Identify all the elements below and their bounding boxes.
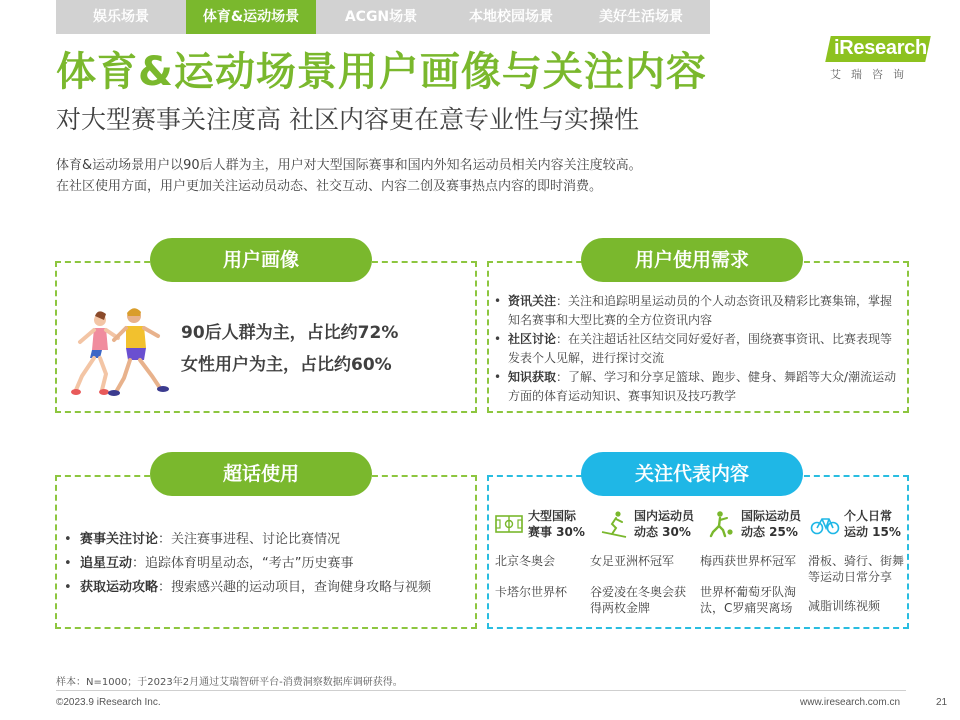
needs-item (492, 330, 904, 368)
soccer-field-icon (494, 510, 524, 538)
tab-local-campus[interactable]: 本地校园场景 (469, 9, 553, 25)
needs-item-key: 社区讨论 (508, 332, 557, 346)
needs-item-text: 了解、学习和分享足篮球、跑步、健身、舞蹈等大众/潮流运动方面的体育运动知识、赛事知识及技巧教学 (508, 370, 897, 403)
needs-heading: 用户使用需求 (581, 238, 803, 282)
topic-item-text: 追踪体育明星动态，“考古”历史赛事 (145, 556, 354, 571)
topic-item-key: 获取运动攻略 (80, 580, 159, 595)
category-share: 赛事 30% (528, 525, 585, 539)
content-example: 减脂训练视频 (808, 599, 881, 613)
category-share: 动态 30% (634, 525, 691, 539)
category-name: 国内运动员 (634, 509, 695, 523)
content-category (600, 508, 704, 542)
needs-item (492, 368, 904, 406)
needs-item-text: 在关注超话社区结交同好爱好者，围绕赛事资讯、比赛表现等发表个人见解，进行探讨交流 (508, 332, 893, 365)
topic-item-sep: ： (158, 532, 172, 547)
intro-line: 体育&运动场景用户以90后人群为主，用户对大型国际赛事和国内外知名运动员相关内容关注度较高。 (56, 158, 642, 173)
copyright: ©2023.9 iResearch Inc. (56, 697, 161, 708)
intro-line: 在社区使用方面，用户更加关注运动员动态、社交互动、内容二创及赛事热点内容的即时消费。 (56, 179, 603, 194)
content-example: 北京冬奥会 (495, 554, 556, 568)
tab-entertainment[interactable]: 娱乐场景 (93, 9, 149, 25)
category-name: 国际运动员 (741, 509, 802, 523)
category-share: 动态 25% (741, 525, 798, 539)
page-subtitle: 对大型赛事关注度高 社区内容更在意专业性与实操性 (56, 105, 639, 134)
category-share: 运动 15% (844, 525, 901, 539)
content-example: 世界杯葡萄牙队淘汰，C罗痛哭离场 (700, 585, 797, 615)
topic-list (62, 528, 431, 600)
logo-subtext: 艾瑞咨询 (830, 68, 914, 81)
needs-item-key: 知识获取 (508, 370, 557, 384)
runners-illustration (68, 302, 172, 398)
needs-item-sep: ： (556, 294, 569, 308)
category-label (634, 508, 694, 540)
content-example: 女足亚洲杯冠军 (590, 554, 675, 568)
topic-item (62, 528, 431, 552)
page-number: 21 (936, 697, 948, 708)
needs-list (492, 292, 904, 406)
page-title: 体育&运动场景用户画像与关注内容 (56, 49, 707, 95)
footer-divider (56, 690, 906, 691)
topic-item-sep: ： (158, 580, 172, 595)
category-name: 个人日常 (844, 509, 893, 523)
portrait-heading: 用户画像 (150, 238, 372, 282)
content-example: 谷爱凌在冬奥会获得两枚金牌 (590, 585, 687, 615)
category-label (844, 508, 901, 540)
topic-heading: 超话使用 (150, 452, 372, 496)
topic-item-sep: ： (132, 556, 146, 571)
site-url: www.iresearch.com.cn (800, 697, 901, 708)
topic-item-key: 赛事关注讨论 (80, 532, 159, 547)
content-category (810, 508, 906, 542)
needs-item-text: 关注和追踪明星运动员的个人动态资讯及精彩比赛集锦，掌握知名赛事和大型比赛的全方位资讯内容 (508, 294, 893, 327)
category-label (528, 508, 585, 540)
topic-item-key: 追星互动 (80, 556, 133, 571)
category-label (741, 508, 801, 540)
needs-item (492, 292, 904, 330)
tab-good-life[interactable]: 美好生活场景 (599, 9, 683, 25)
topic-item (62, 576, 431, 600)
content-category (707, 508, 807, 542)
skier-icon (600, 510, 630, 538)
portrait-stat-gender: 女性用户为主，占比约60% (181, 355, 392, 375)
bicycle-icon (810, 510, 840, 538)
sample-footnote: 样本：N=1000；于2023年2月通过艾瑞智研平台-消费洞察数据库调研获得。 (56, 677, 403, 688)
topic-item (62, 552, 431, 576)
content-heading: 关注代表内容 (581, 452, 803, 496)
content-example: 滑板、骑行、街舞等运动日常分享 (808, 554, 905, 584)
needs-item-key: 资讯关注 (508, 294, 557, 308)
needs-item-sep: ： (556, 370, 569, 384)
topic-item-text: 搜索感兴趣的运动项目，查询健身攻略与视频 (171, 580, 432, 595)
logo-text: iResearch (834, 37, 927, 59)
portrait-stat-age: 90后人群为主，占比约72% (181, 323, 399, 343)
topic-item-text: 关注赛事进程、讨论比赛情况 (171, 532, 341, 547)
scene-tabs (56, 0, 710, 34)
tab-acgn[interactable]: ACGN场景 (344, 9, 418, 25)
content-category (494, 508, 594, 542)
needs-item-sep: ： (556, 332, 569, 346)
intro-text (56, 155, 642, 197)
iresearch-logo (828, 36, 938, 82)
soccer-player-icon (707, 510, 737, 538)
category-name: 大型国际 (528, 509, 577, 523)
content-example: 梅西获世界杯冠军 (700, 554, 797, 568)
tab-sports[interactable]: 体育&运动场景 (186, 0, 316, 34)
content-example: 卡塔尔世界杯 (495, 585, 568, 599)
